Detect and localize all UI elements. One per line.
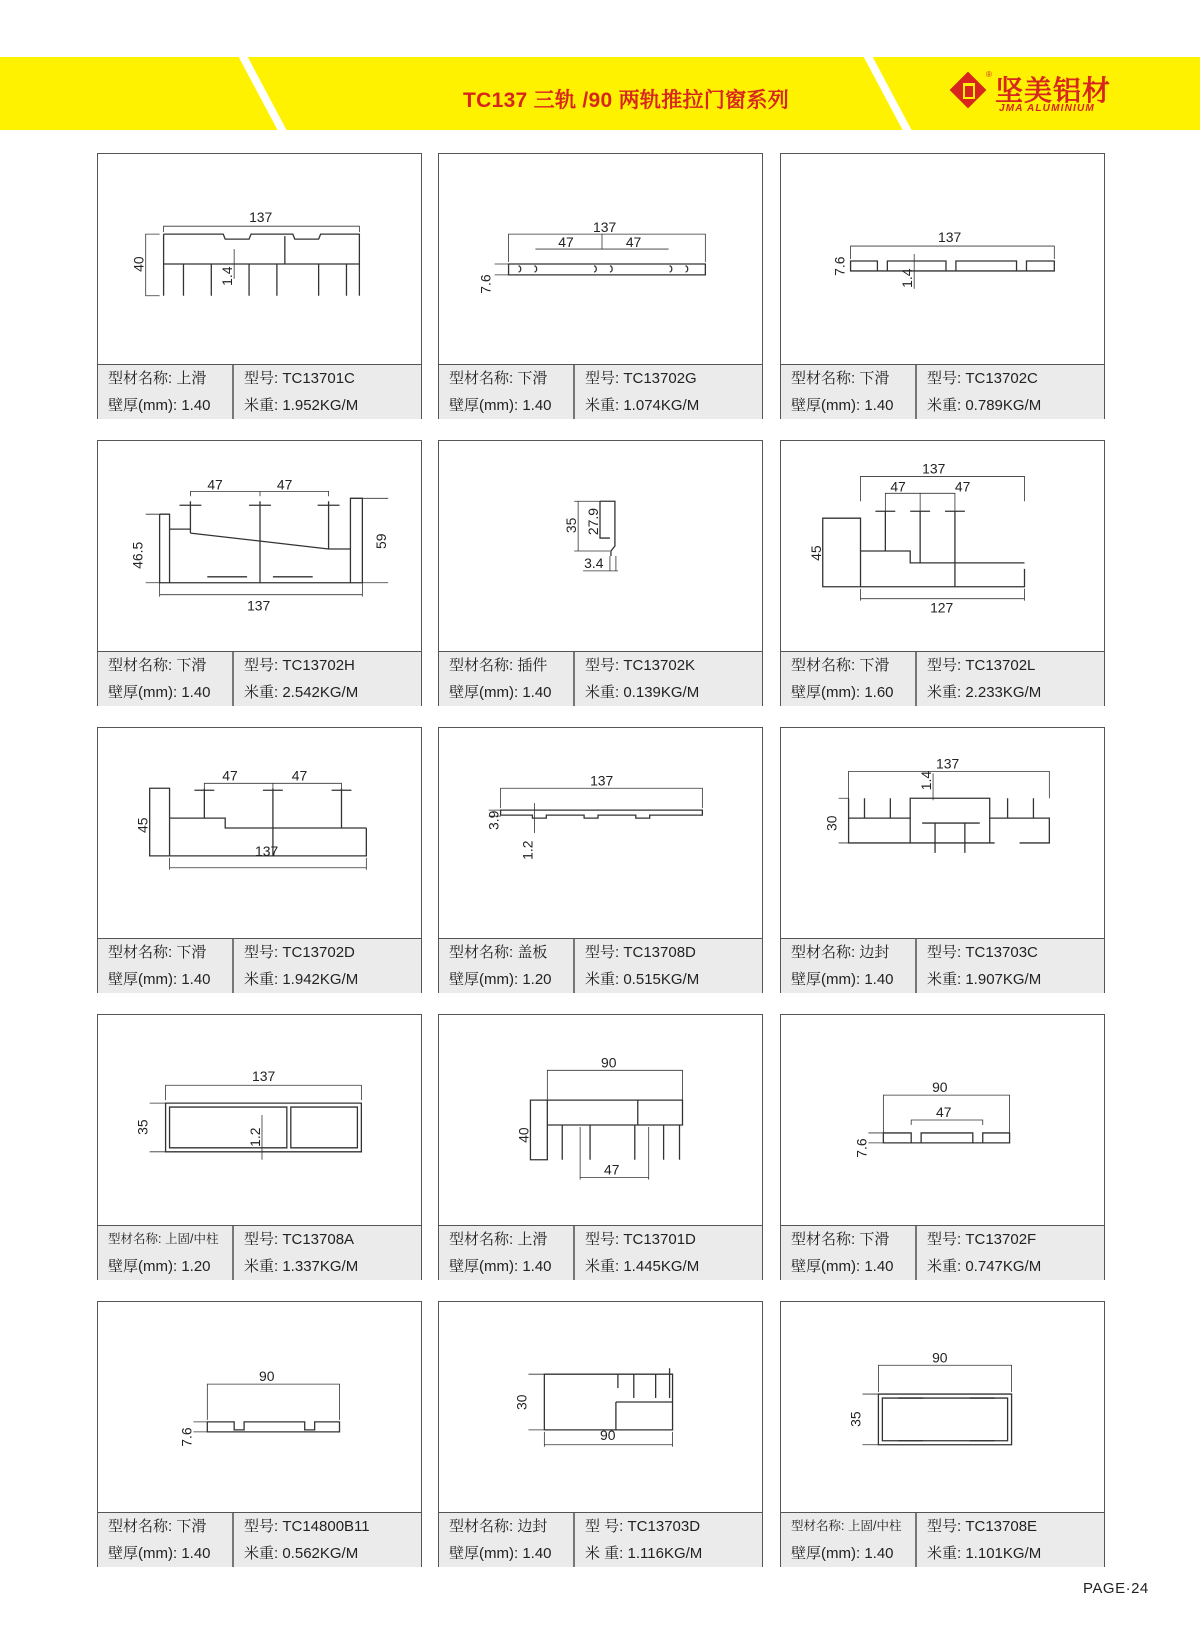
svg-text:90: 90 [932,1349,948,1366]
profile-weight: 米重: 0.747KG/M [927,1258,1042,1275]
profile-weight: 米重: 1.907KG/M [927,971,1042,988]
profile-card [438,153,763,419]
svg-text:137: 137 [593,219,617,236]
profile-model: 型号: TC13702D [244,944,355,961]
profile-thickness: 壁厚(mm): 1.40 [449,397,552,414]
profile-model: 型号: TC13708D [585,944,696,961]
profile-model: 型号: TC13701D [585,1231,696,1248]
svg-text:3.4: 3.4 [584,554,604,571]
profile-info-table [439,651,762,706]
svg-text:137: 137 [590,772,614,789]
table-divider [573,1226,575,1280]
table-divider [232,1513,234,1567]
profile-name: 型材名称: 上滑 [449,1231,548,1248]
svg-text:1.2: 1.2 [246,1127,263,1147]
profile-card [97,440,422,706]
logo-mark-icon [963,83,975,99]
profile-model: 型号: TC13708E [927,1518,1038,1535]
profile-drawing [98,441,421,651]
brand-name-cn: 坚美铝材 [995,75,1112,106]
svg-text:35: 35 [134,1119,151,1135]
profile-drawing [781,441,1104,651]
profile-weight: 米重: 0.789KG/M [927,397,1042,414]
profile-model: 型号: TC13702F [927,1231,1037,1248]
table-divider [915,1226,917,1280]
profile-drawing [439,154,762,364]
svg-text:1.2: 1.2 [519,840,536,860]
svg-text:30: 30 [513,1394,530,1410]
profile-weight: 米重: 1.337KG/M [244,1258,359,1275]
profile-thickness: 壁厚(mm): 1.40 [108,684,211,701]
profile-thickness: 壁厚(mm): 1.40 [791,397,894,414]
table-divider [232,939,234,993]
profile-weight: 米重: 0.515KG/M [585,971,700,988]
svg-text:27.9: 27.9 [585,507,602,536]
profile-card [438,727,763,993]
page-title: TC137 三轨 /90 两轨推拉门窗系列 [463,89,790,112]
svg-text:7.6: 7.6 [831,256,848,276]
svg-text:1.4: 1.4 [918,770,935,791]
profile-name: 型材名称: 下滑 [791,1231,890,1248]
profile-name: 型材名称: 上滑 [108,370,207,387]
table-divider [573,1513,575,1567]
svg-text:137: 137 [938,229,962,246]
profile-weight: 米重: 1.101KG/M [927,1545,1042,1562]
profile-thickness: 壁厚(mm): 1.40 [449,1258,552,1275]
profile-drawing [98,154,421,364]
profile-thickness: 壁厚(mm): 1.40 [791,1545,894,1562]
profile-thickness: 壁厚(mm): 1.40 [108,397,211,414]
svg-text:47: 47 [603,1161,620,1178]
profile-drawing [781,728,1104,938]
profile-name: 型材名称: 下滑 [791,370,890,387]
profile-thickness: 壁厚(mm): 1.40 [108,1545,211,1562]
profile-name: 型材名称: 下滑 [108,1518,207,1535]
registered-mark: ® [986,70,992,79]
profile-name: 型材名称: 插件 [449,657,548,674]
brand-logo [955,71,1135,117]
svg-text:30: 30 [823,815,840,832]
profile-thickness: 壁厚(mm): 1.60 [791,684,894,701]
svg-text:137: 137 [255,842,279,859]
profile-model: 型号: TC13708A [244,1231,355,1248]
svg-text:47: 47 [890,478,906,495]
profile-weight: 米重: 1.074KG/M [585,397,700,414]
profile-info-table [98,364,421,419]
profile-model: 型号: TC13702G [585,370,697,387]
profile-card [97,1014,422,1280]
profile-info-table [781,651,1104,706]
profile-model: 型号: TC13702H [244,657,355,674]
brand-name-en: JMA ALUMINIUM [999,103,1095,114]
profile-drawing [439,728,762,938]
profile-model: 型 号: TC13703D [585,1518,701,1535]
svg-text:45: 45 [807,545,824,561]
profile-model: 型号: TC13703C [927,944,1038,961]
profile-thickness: 壁厚(mm): 1.20 [108,1258,211,1275]
profile-info-table [781,1512,1104,1567]
profile-name: 型材名称: 下滑 [108,944,207,961]
svg-text:47: 47 [222,767,238,784]
svg-text:7.6: 7.6 [477,274,494,294]
banner-stripe [233,57,295,130]
profile-info-table [439,1512,762,1567]
svg-text:137: 137 [247,597,271,614]
table-divider [573,939,575,993]
profile-weight: 米重: 2.233KG/M [927,684,1042,701]
svg-text:45: 45 [134,817,151,833]
profile-info-table [781,1225,1104,1280]
svg-text:47: 47 [276,476,293,493]
profile-name: 型材名称: 下滑 [108,657,207,674]
profile-weight: 米重: 0.139KG/M [585,684,700,701]
svg-text:90: 90 [600,1426,616,1443]
table-divider [232,1226,234,1280]
profile-card [780,1301,1105,1567]
profile-drawing [781,154,1104,364]
profile-weight: 米重: 1.942KG/M [244,971,359,988]
profile-drawing [439,1015,762,1225]
svg-text:35: 35 [563,517,580,534]
profile-drawing [98,1015,421,1225]
svg-text:90: 90 [259,1368,275,1385]
profile-model: 型号: TC13702L [927,657,1036,674]
table-divider [915,652,917,706]
svg-text:47: 47 [936,1104,952,1121]
profile-thickness: 壁厚(mm): 1.40 [449,684,552,701]
profile-info-table [439,938,762,993]
header-banner [0,57,1200,130]
svg-text:40: 40 [130,256,147,272]
profile-card [780,1014,1105,1280]
table-divider [915,365,917,419]
profile-info-table [439,364,762,419]
svg-text:1.4: 1.4 [219,266,236,286]
svg-text:47: 47 [954,478,971,495]
profile-model: 型号: TC13702C [927,370,1038,387]
svg-text:40: 40 [515,1127,532,1143]
svg-text:47: 47 [207,476,223,493]
profile-card [780,440,1105,706]
profile-info-table [98,651,421,706]
profile-drawing [781,1302,1104,1512]
profile-drawing [439,1302,762,1512]
svg-text:46.5: 46.5 [129,541,146,569]
profile-drawing [439,441,762,651]
banner-stripe [858,57,920,130]
profile-info-table [98,1225,421,1280]
profile-name: 型材名称: 上固/中柱 [791,1519,902,1533]
profile-model: 型号: TC13701C [244,370,355,387]
profile-info-table [98,1512,421,1567]
profile-drawing [98,1302,421,1512]
profile-card [438,1301,763,1567]
profile-card [97,1301,422,1567]
profile-thickness: 壁厚(mm): 1.40 [108,971,211,988]
profile-card [97,727,422,993]
profile-weight: 米重: 1.445KG/M [585,1258,700,1275]
svg-text:90: 90 [932,1079,948,1096]
profile-model: 型号: TC14800B11 [244,1518,370,1535]
table-divider [232,652,234,706]
svg-text:127: 127 [930,599,954,616]
svg-text:7.6: 7.6 [178,1427,195,1447]
table-divider [573,652,575,706]
profile-name: 型材名称: 边封 [449,1518,548,1535]
svg-text:59: 59 [373,533,390,549]
svg-text:137: 137 [252,1068,276,1085]
profile-card [97,153,422,419]
svg-text:47: 47 [291,767,308,784]
svg-text:7.6: 7.6 [853,1138,870,1158]
profile-info-table [781,364,1104,419]
profile-model: 型号: TC13702K [585,657,696,674]
profile-name: 型材名称: 边封 [791,944,890,961]
svg-text:137: 137 [922,460,946,477]
profile-name: 型材名称: 下滑 [791,657,890,674]
table-divider [915,1513,917,1567]
profile-name: 型材名称: 上固/中柱 [108,1232,219,1246]
profile-drawing [98,728,421,938]
profile-name: 型材名称: 盖板 [449,944,548,961]
profile-weight: 米重: 1.952KG/M [244,397,359,414]
svg-text:47: 47 [625,234,642,251]
table-divider [573,365,575,419]
profile-weight: 米重: 2.542KG/M [244,684,359,701]
profile-thickness: 壁厚(mm): 1.20 [449,971,552,988]
svg-text:35: 35 [847,1411,864,1427]
profile-card [438,440,763,706]
profile-drawing [781,1015,1104,1225]
profile-thickness: 壁厚(mm): 1.40 [449,1545,552,1562]
profile-weight: 米重: 0.562KG/M [244,1545,359,1562]
svg-text:47: 47 [558,234,574,251]
svg-text:1.4: 1.4 [899,268,916,288]
table-divider [915,939,917,993]
profile-info-table [781,938,1104,993]
svg-text:90: 90 [600,1054,617,1071]
profile-info-table [98,938,421,993]
svg-text:3.9: 3.9 [485,810,502,831]
profile-card [780,727,1105,993]
profile-name: 型材名称: 下滑 [449,370,548,387]
profile-thickness: 壁厚(mm): 1.40 [791,971,894,988]
svg-text:137: 137 [249,209,273,226]
profile-weight: 米 重: 1.116KG/M [585,1545,703,1562]
profile-info-table [439,1225,762,1280]
profile-card [780,153,1105,419]
svg-text:137: 137 [936,755,960,772]
profile-thickness: 壁厚(mm): 1.40 [791,1258,894,1275]
page-number: PAGE·24 [1083,1580,1149,1597]
profile-card [438,1014,763,1280]
table-divider [232,365,234,419]
